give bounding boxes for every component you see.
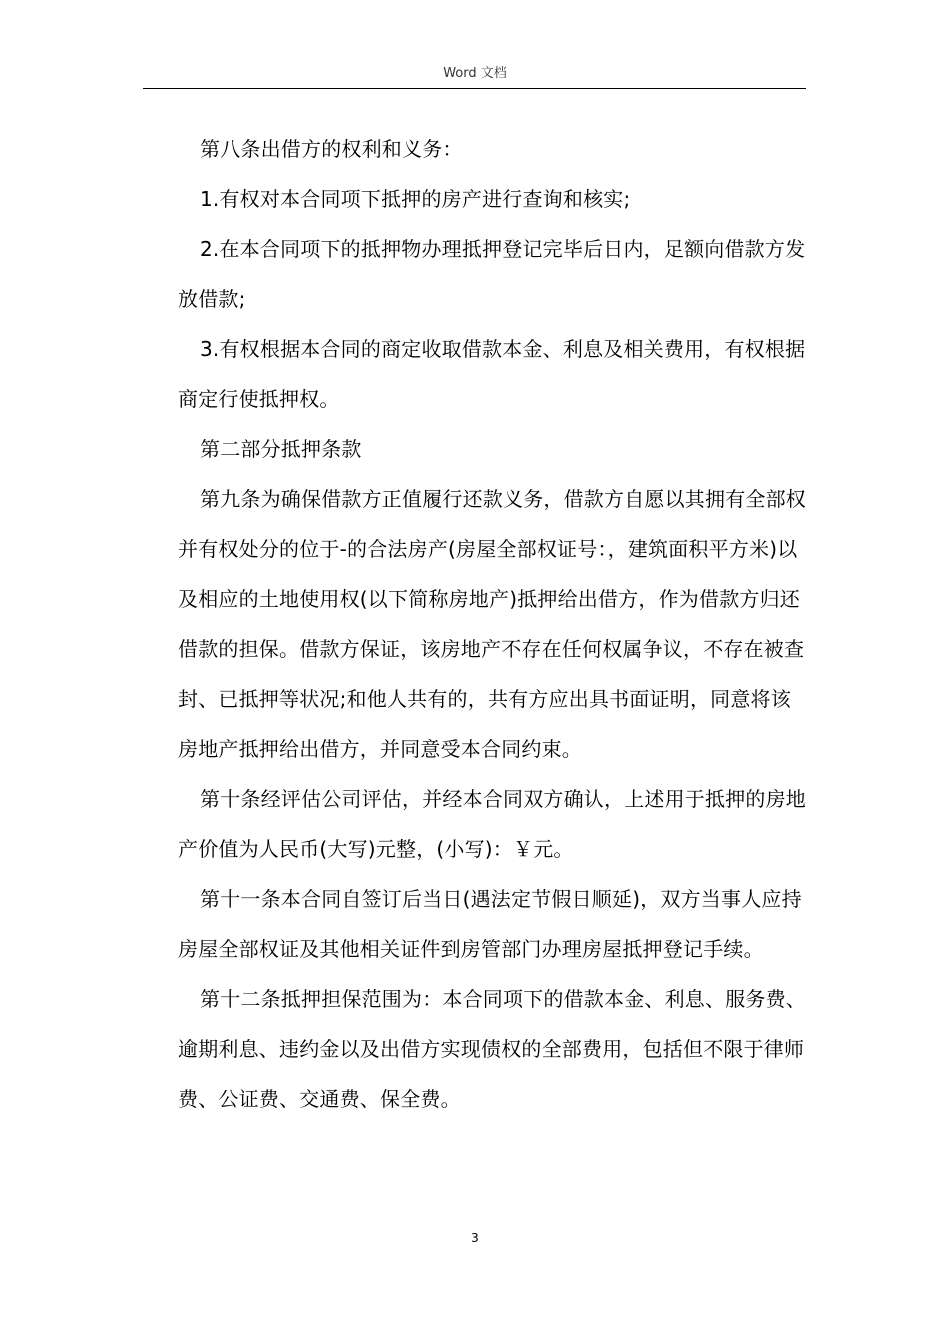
clause-10: 第十条经评估公司评估，并经本合同双方确认，上述用于抵押的房地产价值为人民币(大写)元整，(小写)：￥元。 xyxy=(178,787,806,861)
clause-8-item-3: 3.有权根据本合同的商定收取借款本金、利息及相关费用，有权根据商定行使抵押权。 xyxy=(178,337,806,411)
page-header: Word 文档 xyxy=(443,66,507,81)
clause-11: 第十一条本合同自签订后当日(遇法定节假日顺延)，双方当事人应持房屋全部权证及其他相关证件到房管部门办理房屋抵押登记手续。 xyxy=(178,887,802,961)
clause-8-item-1: 1.有权对本合同项下抵押的房产进行查询和核实; xyxy=(200,187,631,211)
page-number: 3 xyxy=(471,1231,479,1245)
document-body xyxy=(178,124,808,1124)
clause-12: 第十二条抵押担保范围为：本合同项下的借款本金、利息、服务费、逾期利息、违约金以及出借方实现债权的全部费用，包括但不限于律师费、公证费、交通费、保全费。 xyxy=(178,987,806,1111)
clause-8-title: 第八条出借方的权利和义务： xyxy=(200,137,463,161)
clause-8-item-2: 2.在本合同项下的抵押物办理抵押登记完毕后日内，足额向借款方发放借款; xyxy=(178,237,806,311)
clause-9: 第九条为确保借款方正值履行还款义务，借款方自愿以其拥有全部权并有权处分的位于-的合法房产(房屋全部权证号：，建筑面积平方米)以及相应的土地使用权(以下简称房地产)抵押给出借方，作为借款方归还借款的担保。借款方保证，该房地产不存在任何权属争议，不存在被查封、已抵押等状况;和他人共有的，共有方应出具书面证明，同意将该房地产抵押给出借方，并同意受本合同约束。 xyxy=(178,487,806,761)
header-divider xyxy=(143,88,806,89)
part-2-heading: 第二部分抵押条款 xyxy=(200,437,362,461)
